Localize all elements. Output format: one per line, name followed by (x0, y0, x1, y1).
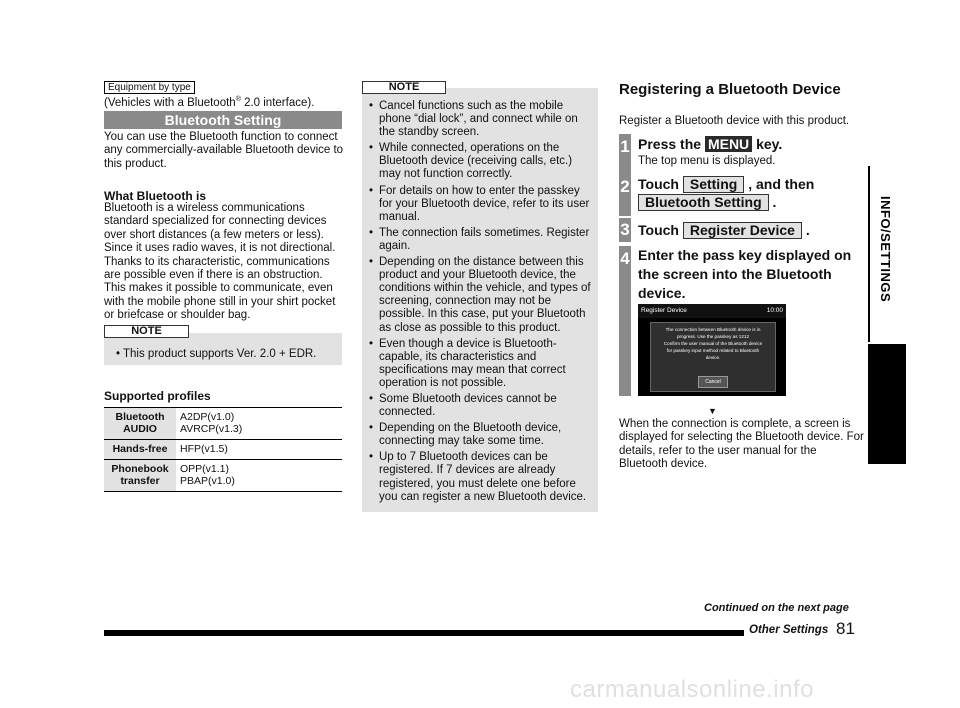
profile-name: Bluetooth AUDIO (104, 408, 176, 440)
note-label-middle: NOTE (362, 81, 446, 94)
step-number-1: 1 (619, 134, 631, 174)
list-item: • Depending on the Bluetooth device, connecting may take some time. (366, 422, 594, 448)
table-row (104, 440, 342, 460)
table-row (104, 460, 342, 492)
vehicles-note: (Vehicles with a Bluetooth® 2.0 interface). (104, 96, 315, 109)
register-title: Registering a Bluetooth Device (619, 81, 841, 98)
step-3-text: Touch Register Device . (638, 222, 810, 238)
note-list-middle (366, 100, 594, 507)
section-title: Bluetooth Setting (104, 111, 342, 129)
what-bluetooth-heading: What Bluetooth is (104, 189, 206, 203)
list-item: • Depending on the distance between this product and your Bluetooth device, the conditions within the vehicle, and types of screening, connection may not be possible. In this case, put your Bluetooth as close as possible to this product. (366, 256, 594, 335)
screen-message (655, 326, 771, 361)
side-tab-label-settings: SETTINGS (878, 360, 893, 430)
step-number-4: 4 (619, 246, 631, 396)
cancel-button[interactable]: Cancel (698, 376, 728, 388)
screen-title: Register Device (641, 307, 687, 314)
screen-message-line: progress. Use the passkey as 1212 (676, 334, 749, 339)
profile-name: Hands-free (104, 440, 176, 460)
step-2-text-line2: Bluetooth Setting . (638, 193, 776, 211)
supported-profiles-heading: Supported profiles (104, 389, 211, 403)
menu-key: MENU (705, 136, 752, 152)
equipment-tag: Equipment by type (104, 81, 195, 94)
screen-message-line: device. (705, 355, 721, 360)
page-number: 81 (836, 619, 855, 638)
footer-section-name: Other Settings (749, 624, 829, 636)
completion-paragraph: When the connection is complete, a screen is displayed for selecting the Bluetooth device. For details, refer to the user manual for the Bluetooth device. (619, 418, 864, 471)
what-bluetooth-body: Bluetooth is a wireless communications standard specialized for connecting devices over short distances (a few meters or less). Since it uses radio waves, it is not directional. Thanks to its characteristic, communications are possible even if there is an obstruction. This makes it possible to communicate, even with the mobile phone still in your shirt pocket or briefcase or shoulder bag. (104, 202, 336, 322)
screen-title-bar (638, 304, 786, 318)
register-device-screen (638, 304, 786, 396)
register-subtitle: Register a Bluetooth device with this product. (619, 115, 850, 127)
list-item: • While connected, operations on the Bluetooth device (receiving calls, etc.) may not function correctly. (366, 142, 594, 181)
profile-values: A2DP(v1.0) AVRCP(v1.3) (176, 408, 342, 440)
profile-values: HFP(v1.5) (176, 440, 342, 460)
list-item: • The connection fails sometimes. Register again. (366, 227, 594, 253)
screen-message-line: Confirm the user manual of the Bluetooth device (663, 341, 763, 346)
list-item: • For details on how to enter the passkey for your Bluetooth device, refer to its user manual. (366, 185, 594, 224)
list-item: • Cancel functions such as the mobile phone “dial lock”, and connect while on the standby screen. (366, 100, 594, 139)
note-label-left: NOTE (104, 325, 189, 338)
list-item: • Some Bluetooth devices cannot be connected. (366, 393, 594, 419)
step-2-text: Touch Setting , and then (638, 176, 815, 192)
register-device-key: Register Device (683, 222, 802, 239)
screen-message-line: The connection between Bluetooth device is in (665, 327, 761, 332)
step-number-2: 2 (619, 174, 631, 216)
note-item-left: • This product supports Ver. 2.0 + EDR. (116, 348, 317, 360)
intro-paragraph: You can use the Bluetooth function to connect any commercially-available Bluetooth device to this product. (104, 131, 344, 170)
step-1-text: Press the MENU key. (638, 136, 783, 152)
side-tab-label-info-settings: INFO/SETTINGS (878, 196, 893, 303)
list-item: • Even though a device is Bluetooth-capable, its characteristics and specifications may mean that correct operation is not possible. (366, 338, 594, 390)
table-row (104, 408, 342, 440)
screen-message-line: for passkey input method related to Bluetooth (666, 348, 760, 353)
bluetooth-setting-key: Bluetooth Setting (638, 194, 769, 211)
footer-rule (104, 630, 744, 636)
profile-name: Phonebook transfer (104, 460, 176, 492)
continued-note: Continued on the next page (704, 602, 849, 614)
arrow-down-icon: ▼ (708, 406, 717, 416)
step-number-3: 3 (619, 218, 631, 242)
screen-dialog (650, 322, 776, 392)
profile-values: OPP(v1.1) PBAP(v1.0) (176, 460, 342, 492)
screen-clock: 10:00 (766, 307, 783, 314)
setting-key: Setting (683, 176, 744, 193)
list-item: • Up to 7 Bluetooth devices can be registered. If 7 devices are already registered, you must delete one before you can register a new Bluetooth device. (366, 451, 594, 503)
profiles-table (104, 407, 342, 492)
step-1-desc: The top menu is displayed. (638, 155, 776, 167)
watermark: carmanualsonline.info (570, 676, 814, 703)
step-4-text: Enter the pass key displayed on the screen into the Bluetooth device. (638, 247, 852, 301)
